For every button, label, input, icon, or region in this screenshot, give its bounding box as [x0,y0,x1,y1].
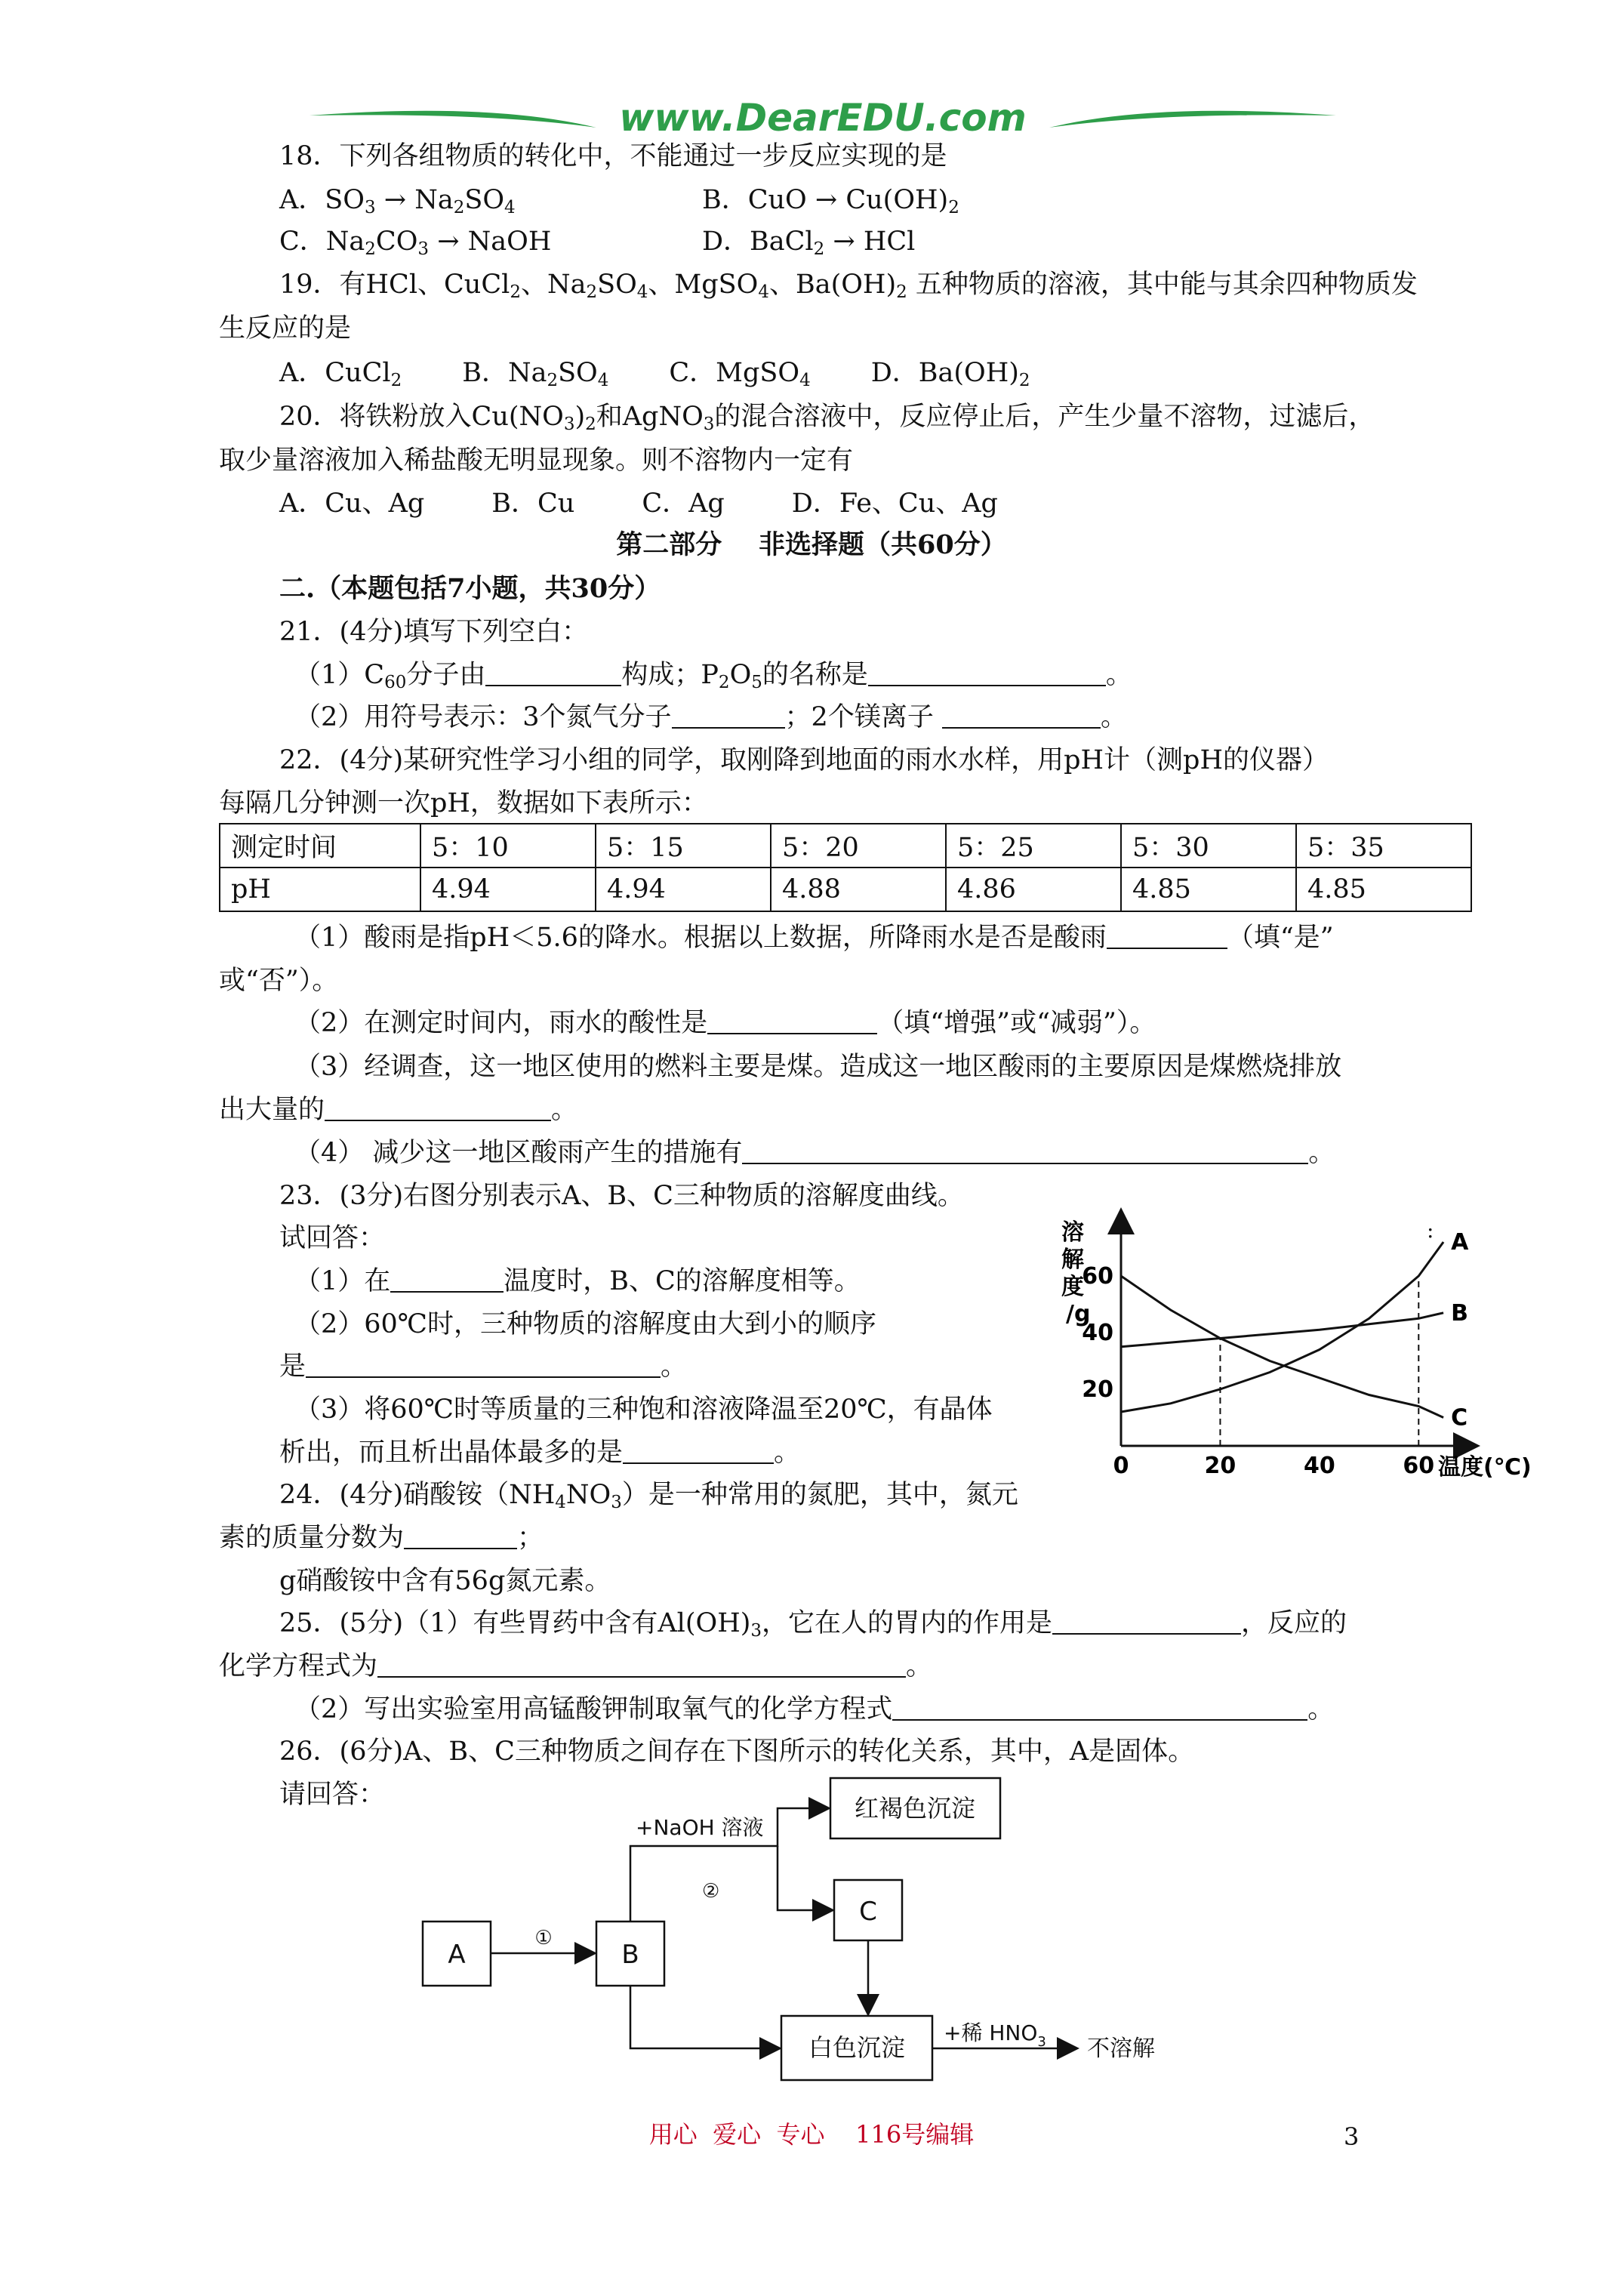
series-label-a: A [1451,1229,1469,1256]
q23-ask: 试回答： [279,1223,386,1253]
box-c-label: C [859,1897,877,1927]
q22-stem-2: 每隔几分钟测一次pH，数据如下表所示： [219,788,708,818]
q21-stem: 21．(4分)填写下列空白： [279,617,589,647]
banner-swoosh-left [310,111,596,128]
q22-stem-1: 22．(4分)某研究性学习小组的同学，取刚降到地面的雨水水样，用pH计（测pH的仪器） [279,745,1329,775]
y-tick-label: 40 [1082,1320,1113,1346]
q23-sub2: （2）60℃时，三种物质的溶解度由大到小的顺序 [294,1309,876,1339]
q18-option-b: B．CuO → $Cu(OH)_2$ [702,185,959,217]
conversion-flowchart [408,1759,1261,2106]
q25-line1: 25．(5分)（1）有些胃药中含有$Al(OH)_3$，它在人的胃内的作用是 ，反应的 [279,1608,1347,1641]
q22-sub3: （3）经调查，这一地区使用的燃料主要是煤。造成这一地区酸雨的主要原因是煤燃烧排放 [294,1052,1342,1082]
series-label-c: C [1451,1404,1468,1432]
q23-sub1: （1）在 温度时，B、C的溶解度相等。 [294,1266,861,1296]
series-line-a [1121,1242,1443,1412]
q25-blank-1[interactable] [1052,1610,1241,1635]
table-row [220,824,1471,868]
q22-sub1-line2: 或“否”）。 [219,966,339,996]
q18-option-d: D．BaCl$_2$ → HCl [702,227,916,259]
q22-blank-3[interactable] [325,1097,551,1121]
box-b-label: B [621,1940,639,1970]
arrow-b-to-c [778,1846,831,1910]
q22-sub1: （1）酸雨是指pH＜5.6的降水。根据以上数据，所降雨水是否是酸雨 （填“是” [294,923,1334,953]
q23-sub2-line2: 是 。 [279,1351,688,1382]
q23-sub3: （3）将60℃时等质量的三种饱和溶液降温至20℃，有晶体 [294,1395,993,1425]
x-tick-label: 60 [1403,1453,1435,1479]
q23-blank-3[interactable] [623,1440,774,1464]
q21-blank-3[interactable] [672,704,785,729]
y-axis-label-char: /g [1066,1301,1091,1327]
q22-sub4: （4） 减少这一地区酸雨产生的措施有 。 [294,1138,1335,1168]
q25-blank-2[interactable] [377,1653,906,1678]
q25-line3: （2）写出实验室用高锰酸钾制取氧气的化学方程式 。 [294,1694,1335,1724]
q21-blank-2[interactable] [868,662,1106,686]
q26-stem: 26．(6分)A、B、C三种物质之间存在下图所示的转化关系，其中，A是固体。 [279,1737,1195,1767]
y-tick-label: 60 [1082,1263,1113,1290]
q22-sub3-line2: 出大量的 。 [219,1095,578,1125]
x-tick-label: 20 [1204,1453,1236,1479]
table-cell: 4.94 [420,868,596,911]
q22-blank-1[interactable] [1107,925,1227,949]
q18-option-a: A．$SO_3 \to Na_2SO_4$ [279,185,516,217]
q24-line1: 24．(4分)硝酸铵$(NH_4NO_3)$是一种常用的氮肥，其中，氮元 [279,1480,1018,1512]
solubility-chart [1049,1200,1532,1487]
table-cell: 4.86 [946,868,1121,911]
x-tick-label: 0 [1113,1453,1129,1479]
banner-swoosh-right [1049,111,1336,128]
table-cell: 4.94 [596,868,771,911]
q23-blank-2[interactable] [306,1354,661,1378]
q22-blank-2[interactable] [707,1010,877,1034]
page-number: 3 [1344,2122,1360,2151]
table-cell: 4.88 [771,868,946,911]
y-tick-label: 20 [1082,1376,1113,1403]
part2-title: 第二部分 非选择题（共60分） [616,529,1007,560]
header-site-text: www.DearEDU.com [619,96,1027,140]
q19-stem-line2: 生反应的是 [219,313,352,344]
margin-mark: : [1427,1218,1434,1243]
q20-options: A．Cu、Ag B．Cu C．Ag D．Fe、Cu、Ag [279,488,998,519]
q26-ask: 请回答： [279,1780,386,1810]
y-axis-label-char: 溶 [1061,1219,1084,1246]
table-cell: 5：20 [771,824,946,868]
q21-sub1: $(1)C_{60}$分子由 构成；$P_2O_5$的名称是 。 [294,660,1132,692]
table-cell: 4.85 [1121,868,1296,911]
footer-slogan: 用心 爱心 专心 116号编辑 [648,2120,975,2149]
q23-blank-1[interactable] [390,1268,504,1293]
naoh-label: +NaOH 溶液 [636,1815,764,1840]
step2-label: ② [702,1880,720,1903]
x-tick-label: 40 [1303,1453,1335,1479]
box-a-label: A [448,1940,466,1970]
table-cell: 5：30 [1121,824,1296,868]
y-axis-label-char: 解 [1061,1247,1084,1273]
q19-options: A．CuCl$_2$ B．$Na_2SO_4$ C．MgSO$_4$ D．$Ba(OH)_2$ [279,358,1030,390]
q25-blank-3[interactable] [892,1697,1307,1721]
q18-option-c: C．$Na_2CO_3$ → NaOH [279,227,552,259]
q22-blank-4[interactable] [742,1140,1308,1164]
y-axis-label-char: 度 [1061,1274,1084,1300]
ph-data-table [219,823,1472,912]
table-cell: 5：25 [946,824,1121,868]
q23-stem: 23．(3分)右图分别表示A、B、C三种物质的溶解度曲线。 [279,1181,964,1211]
q19-stem: 19．有HCl、CuCl$_2$、$Na_2SO_4$、MgSO$_4$、$Ba(OH)_2$ 五种物质的溶液，其中能与其余四种物质发 [279,270,1418,302]
step1-label: ① [534,1927,553,1949]
series-label-b: B [1451,1299,1469,1327]
hno3-label: +稀 $HNO_3$ [944,2020,1046,2050]
series-line-b [1121,1313,1443,1347]
box-red-precipitate-label: 红褐色沉淀 [854,1794,976,1823]
q24-blank-1[interactable] [404,1525,517,1549]
q20-stem: 20．将铁粉放入$Cu(NO_3)_2$和AgNO$_3$的混合溶液中，反应停止后，产生少量不溶物，过滤后， [279,402,1375,434]
q24-line2: 素的质量分数为 ； [219,1523,544,1553]
q21-blank-4[interactable] [942,704,1101,729]
q21-sub2: （2）用符号表示：3个氮气分子 ；2个镁离子 。 [294,702,1127,732]
table-row [220,868,1471,911]
q25-line2: 化学方程式为 。 [219,1651,933,1681]
arrow-b-to-white [630,1986,778,2048]
q23-sub3-line2: 析出，而且析出晶体最多的是 。 [279,1438,801,1468]
x-axis-label: 温度(℃) [1438,1454,1532,1481]
q22-sub2: （2）在测定时间内，雨水的酸性是 （填“增强”或“减弱”）。 [294,1008,1156,1038]
part2-section: 二.（本题包括7小题，共30分） [279,573,661,604]
table-cell: 5：35 [1296,824,1471,868]
table-cell: 5：10 [420,824,596,868]
q18-stem: 18．下列各组物质的转化中，不能通过一步反应实现的是 [279,141,947,171]
q24-line3: g硝酸铵中含有56g氮元素。 [279,1566,611,1596]
table-cell: 5：15 [596,824,771,868]
q21-blank-1[interactable] [485,662,621,686]
box-white-precipitate-label: 白色沉淀 [808,2033,906,2062]
table-cell: 测定时间 [220,824,420,868]
table-cell: 4.85 [1296,868,1471,911]
table-cell: pH [220,868,420,911]
q20-stem-line2: 取少量溶液加入稀盐酸无明显现象。则不溶物内一定有 [219,445,854,476]
result-label: 不溶解 [1087,2036,1155,2062]
